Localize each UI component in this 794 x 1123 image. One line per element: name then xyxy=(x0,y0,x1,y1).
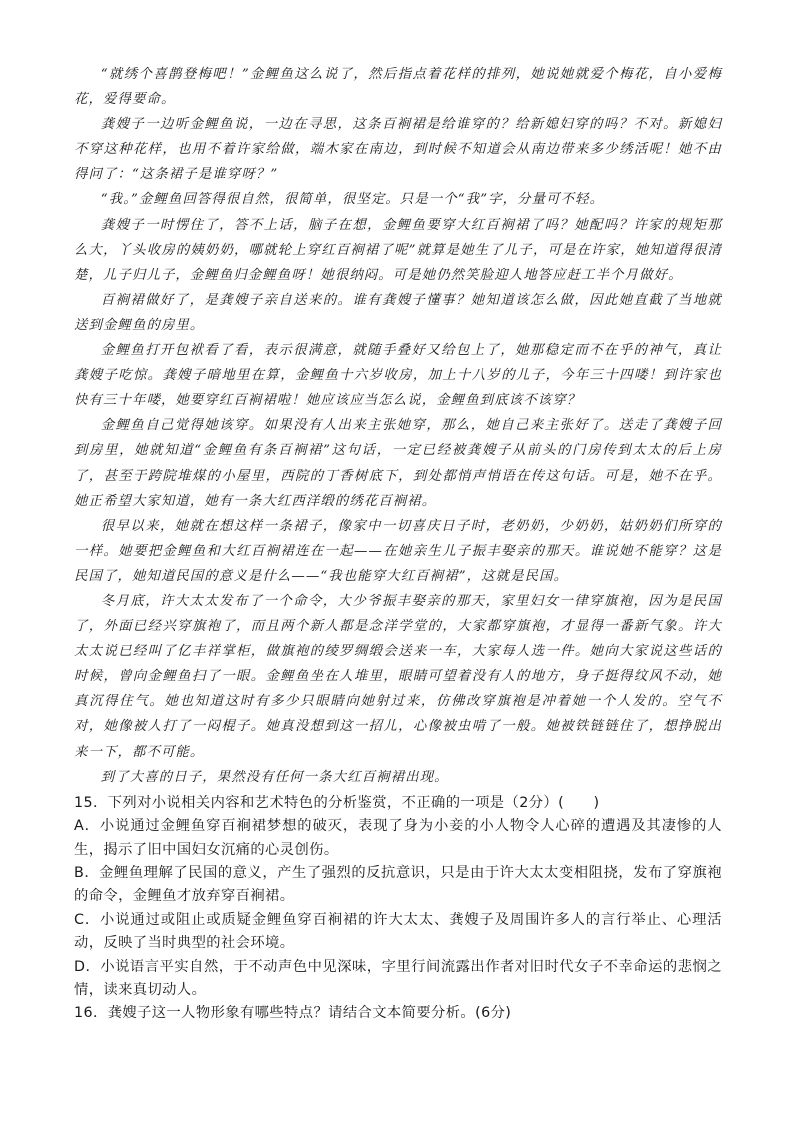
story-paragraph: 龚嫂子一时愣住了，答不上话，脑子在想，金鲤鱼要穿大红百裥裙了吗？她配吗？许家的规矩那么大，丫头收房的姨奶奶，哪就轮上穿红百裥裙了呢”就算是她生了儿子，可是在许家，她知道得很清楚，儿子归儿子，金鲤鱼归金鲤鱼呀！她很纳闷。可是她仍然笑脸迎人地答应赶工半个月做好。 xyxy=(74,217,722,283)
story-paragraph: 百裥裙做好了，是龚嫂子亲自送来的。谁有龚嫂子懂事？她知道该怎么做，因此她直截了当地就送到金鲤鱼的房里。 xyxy=(74,292,722,333)
story-paragraph: “就绣个喜鹊登梅吧！”金鲤鱼这么说了，然后指点着花样的排列，她说她就爱个梅花，自小爱梅花，爱得要命。 xyxy=(74,67,722,108)
questions-section xyxy=(74,792,722,1026)
story-paragraph: 龚嫂子一边听金鲤鱼说，一边在寻思，这条百裥裙是给谁穿的？给新媳妇穿的吗？不对。新媳妇不穿这种花样，也用不着许家给做，端木家在南边，到时候不知道会从南边带来多少绣活呢！她不由得问了：“这条裙子是谁穿呀？” xyxy=(74,117,722,183)
story-paragraph: 冬月底，许大太太发布了一个命令，大少爷振丰娶亲的那天，家里妇女一律穿旗袍，因为是民国了，外面已经兴穿旗袍了，而且两个新人都是念洋学堂的，大家都穿旗袍，才显得一番新气象。许大太太说已经叫了亿丰祥掌柜，做旗袍的绫罗绸缎会送来一车，大家每人选一件。她向大家说这些话的时候，曾向金鲤鱼扫了一眼。金鲤鱼坐在人堆里，眼睛可望着没有人的地方，身子挺得纹风不动，她真沉得住气。她也知道这时有多少只眼睛向她射过来，仿佛改穿旗袍是冲着她一个人发的。空气不对，她像被人打了一闷棍子。她真没想到这一招儿，心像被虫啃了一般。她被铁链链住了，想挣脱出来一下，都不可能。 xyxy=(74,593,722,760)
question-16: 16．龚嫂子这一人物形象有哪些特点？请结合文本简要分析。(6分) xyxy=(74,1005,512,1022)
story-paragraph: 很早以来，她就在想这样一条裙子，像家中一切喜庆日子时，老奶奶，少奶奶，姑奶奶们所穿的一样。她要把金鲤鱼和大红百裥裙连在一起——在她亲生儿子振丰娶亲的那天。谁说她不能穿？这是民国了，她知道民国的意义是什么——“我也能穿大红百裥裙”，这就是民国。 xyxy=(74,518,722,584)
question-15-stem: 15．下列对小说相关内容和艺术特色的分析鉴赏，不正确的一项是（2分）( ) xyxy=(74,794,600,811)
story-paragraph: 金鲤鱼自己觉得她该穿。如果没有人出来主张她穿，那么，她自己来主张好了。送走了龚嫂子回到房里，她就知道“金鲤鱼有条百裥裙”这句话，一定已经被龚嫂子从前头的门房传到太太的后上房了，甚至于跨院堆煤的小屋里，西院的丁香树底下，到处都悄声悄语在传这句话。可是，她不在乎。她正希望大家知道，她有一条大红西洋缎的绣花百裥裙。 xyxy=(74,418,722,509)
story-passage xyxy=(74,62,722,790)
story-paragraph: 金鲤鱼打开包袱看了看，表示很满意，就随手叠好又给包上了，她那稳定而不在乎的神气，真让龚嫂子吃惊。龚嫂子暗地里在算，金鲤鱼十六岁收房，加上十八岁的儿子，今年三十四喽！到许家也快有三十年喽，她要穿红百裥裙啦！她应该应当怎么说，金鲤鱼到底该不该穿？ xyxy=(74,343,722,409)
story-paragraph: 到了大喜的日子，果然没有任何一条大红百裥裙出现。 xyxy=(100,769,449,785)
exam-page xyxy=(74,62,722,1026)
question-15-option-d: D．小说语言平实自然，于不动声色中见深味，字里行间流露出作者对旧时代女子不幸命运的悲悯之情，读来真切动人。 xyxy=(74,958,722,998)
question-15-option-b: B．金鲤鱼理解了民国的意义，产生了强烈的反抗意识，只是由于许大太太变相阻挠，发布了穿旗袍的命令，金鲤鱼才放弃穿百裥裙。 xyxy=(74,864,722,905)
story-paragraph: “我。”金鲤鱼回答得很自然，很简单，很坚定。只是一个“我”字，分量可不轻。 xyxy=(100,192,605,208)
question-15-option-c: C．小说通过或阻止或质疑金鲤鱼穿百裥裙的许大太太、龚嫂子及周围许多人的言行举止、心理活动，反映了当时典型的社会环境。 xyxy=(74,911,722,952)
question-15-option-a: A．小说通过金鲤鱼穿百裥裙梦想的破灭，表现了身为小妾的小人物令人心碎的遭遇及其凄惨的人生，揭示了旧中国妇女沉痛的心灵创伤。 xyxy=(74,818,722,858)
